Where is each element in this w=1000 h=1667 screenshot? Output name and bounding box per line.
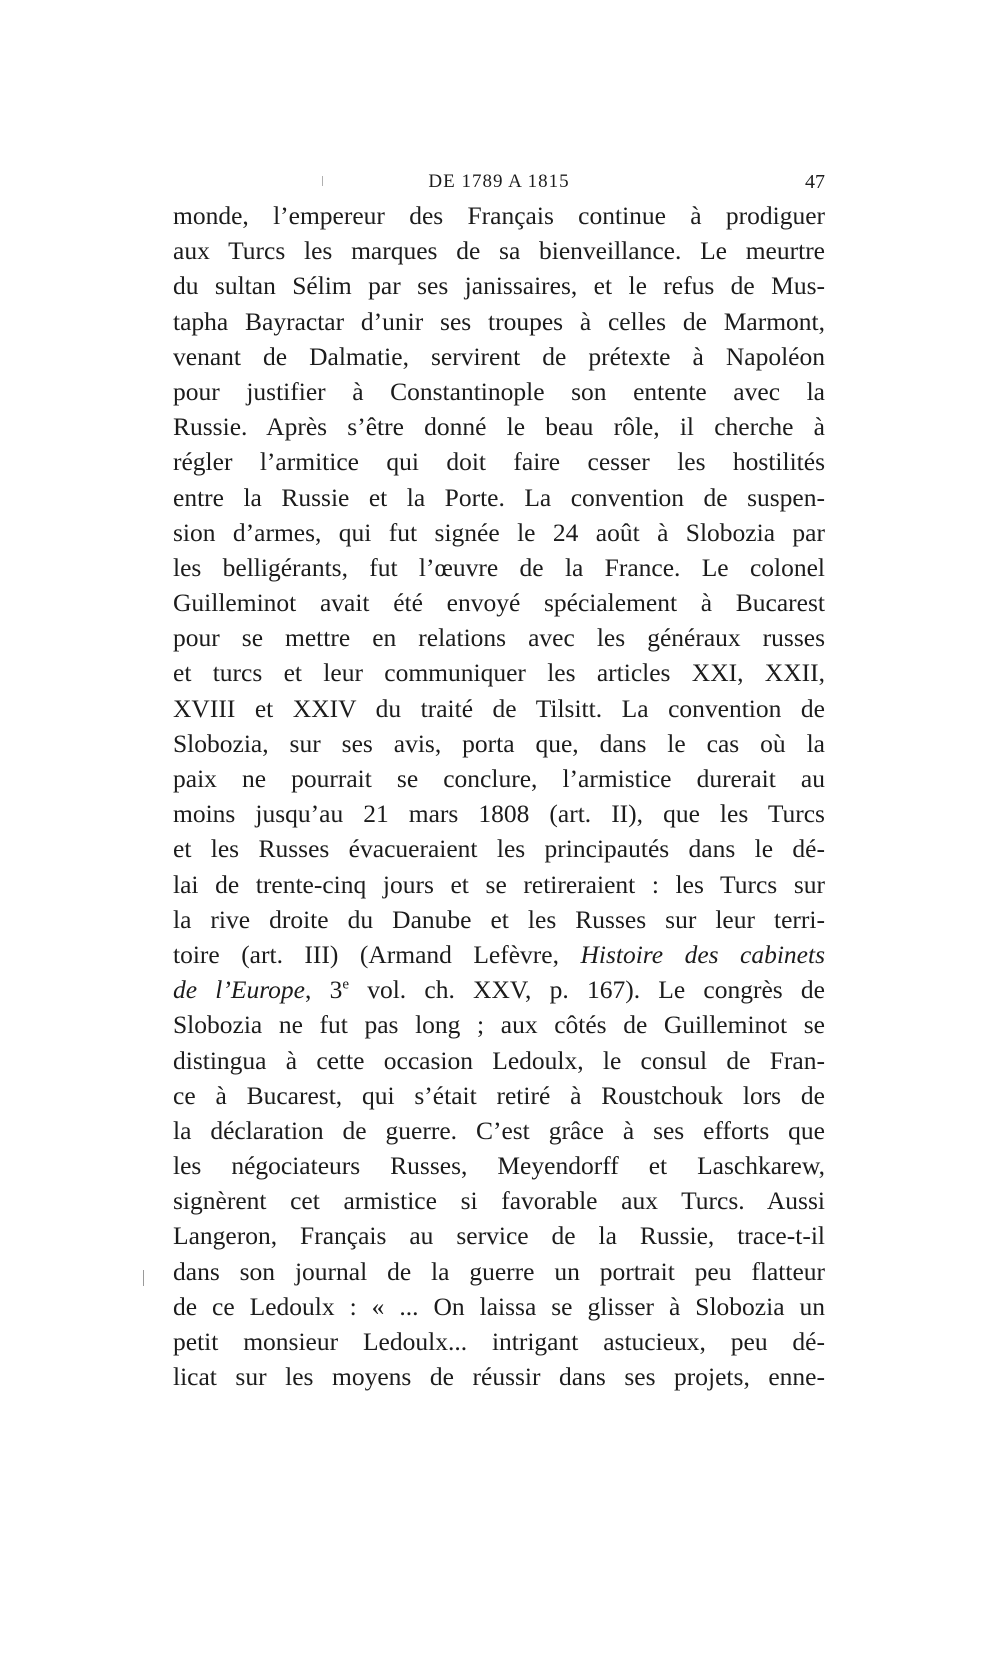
text-segment: et les Russes évacueraient les principautés dans le dé-	[173, 834, 825, 864]
text-segment: de ce Ledoulx : « ... On laissa se glisser à Slobozia un	[173, 1291, 825, 1321]
text-line	[173, 1113, 825, 1148]
text-segment: aux Turcs les marques de sa bienveillance. Le meurtre	[173, 236, 825, 266]
text-line	[173, 268, 825, 303]
text-segment: Slobozia, sur ses avis, porta que, dans le cas où la	[173, 728, 825, 758]
text-line	[173, 761, 825, 796]
text-segment: et turcs et leur communiquer les articles XXI, XXII,	[173, 658, 825, 688]
text-line	[173, 1218, 825, 1253]
text-line	[173, 972, 825, 1007]
text-segment: vol. ch. XXV, p. 167). Le congrès de	[349, 975, 825, 1005]
text-line	[173, 480, 825, 515]
text-line	[173, 867, 825, 902]
text-line	[173, 831, 825, 866]
text-line	[173, 515, 825, 550]
text-line	[173, 796, 825, 831]
text-segment: du sultan Sélim par ses janissaires, et le refus de Mus-	[173, 271, 825, 301]
text-line	[173, 937, 825, 972]
text-segment: monde, l’empereur des Français continue à prodiguer	[173, 201, 825, 230]
text-line	[173, 726, 825, 761]
text-line	[173, 339, 825, 374]
text-line	[173, 444, 825, 479]
text-line	[173, 1148, 825, 1183]
text-segment: venant de Dalmatie, servirent de prétexte à Napoléon	[173, 341, 825, 371]
text-line	[173, 585, 825, 620]
text-line	[173, 655, 825, 690]
text-line	[173, 304, 825, 339]
text-line	[173, 691, 825, 726]
text-segment: ce à Bucarest, qui s’était retiré à Roustchouk lors de	[173, 1080, 825, 1110]
text-segment: Langeron, Français au service de la Russie, trace-t-il	[173, 1221, 825, 1251]
text-line	[173, 374, 825, 409]
superscript: e	[342, 976, 349, 993]
italic-text: de l’Europe	[173, 975, 305, 1005]
body-text	[173, 198, 825, 1394]
text-line	[173, 550, 825, 585]
text-segment: licat sur les moyens de réussir dans ses projets, enne-	[173, 1362, 825, 1392]
text-segment: lai de trente-cinq jours et se retireraient : les Turcs sur	[173, 869, 825, 899]
running-head-title: DE 1789 A 1815	[428, 171, 570, 192]
text-line	[173, 1007, 825, 1042]
text-line	[173, 1254, 825, 1289]
text-line	[173, 1359, 825, 1394]
text-segment: moins jusqu’au 21 mars 1808 (art. II), que les Turcs	[173, 799, 825, 829]
italic-text: Histoire des cabinets	[580, 939, 826, 969]
text-line	[173, 1289, 825, 1324]
text-segment: la rive droite du Danube et les Russes sur leur terri-	[173, 904, 825, 934]
text-segment: Guilleminot avait été envoyé spécialement à Bucarest	[173, 588, 825, 618]
text-line	[173, 1183, 825, 1218]
text-segment: entre la Russie et la Porte. La convention de suspen-	[173, 482, 825, 512]
text-line	[173, 1324, 825, 1359]
text-line	[173, 198, 825, 233]
text-segment: paix ne pourrait se conclure, l’armistice durerait au	[173, 764, 825, 793]
running-head	[173, 168, 825, 196]
text-segment: petit monsieur Ledoulx... intrigant astucieux, peu dé-	[173, 1327, 825, 1356]
text-segment: distingua à cette occasion Ledoulx, le consul de Fran-	[173, 1045, 825, 1075]
margin-mark	[143, 1270, 144, 1286]
text-segment: régler l’armitice qui doit faire cesser les hostilités	[173, 447, 825, 477]
text-line	[173, 409, 825, 444]
text-segment: pour justifier à Constantinople son entente avec la	[173, 376, 825, 406]
text-segment: Slobozia ne fut pas long ; aux côtés de Guilleminot se	[173, 1010, 825, 1040]
text-segment: Russie. Après s’être donné le beau rôle, il cherche à	[173, 412, 825, 442]
text-segment: signèrent cet armistice si favorable aux Turcs. Aussi	[173, 1186, 825, 1216]
text-line	[173, 233, 825, 268]
text-segment: les belligérants, fut l’œuvre de la France. Le colonel	[173, 552, 825, 582]
text-segment: tapha Bayractar d’unir ses troupes à celles de Marmont,	[173, 306, 825, 336]
print-speck	[322, 176, 323, 186]
text-line	[173, 902, 825, 937]
text-line	[173, 1078, 825, 1113]
text-segment: la déclaration de guerre. C’est grâce à ses efforts que	[173, 1115, 825, 1145]
page-number: 47	[805, 171, 825, 193]
text-segment: les négociateurs Russes, Meyendorff et Laschkarew,	[173, 1151, 825, 1181]
text-segment: dans son journal de la guerre un portrait peu flatteur	[173, 1256, 825, 1286]
text-segment: toire (art. III) (Armand Lefèvre,	[173, 939, 581, 969]
text-line	[173, 1043, 825, 1078]
text-line	[173, 620, 825, 655]
text-segment: pour se mettre en relations avec les généraux russes	[173, 623, 825, 653]
text-segment: , 3	[304, 975, 343, 1005]
text-segment: XVIII et XXIV du traité de Tilsitt. La convention de	[173, 693, 825, 723]
text-segment: sion d’armes, qui fut signée le 24 août à Slobozia par	[173, 517, 825, 547]
